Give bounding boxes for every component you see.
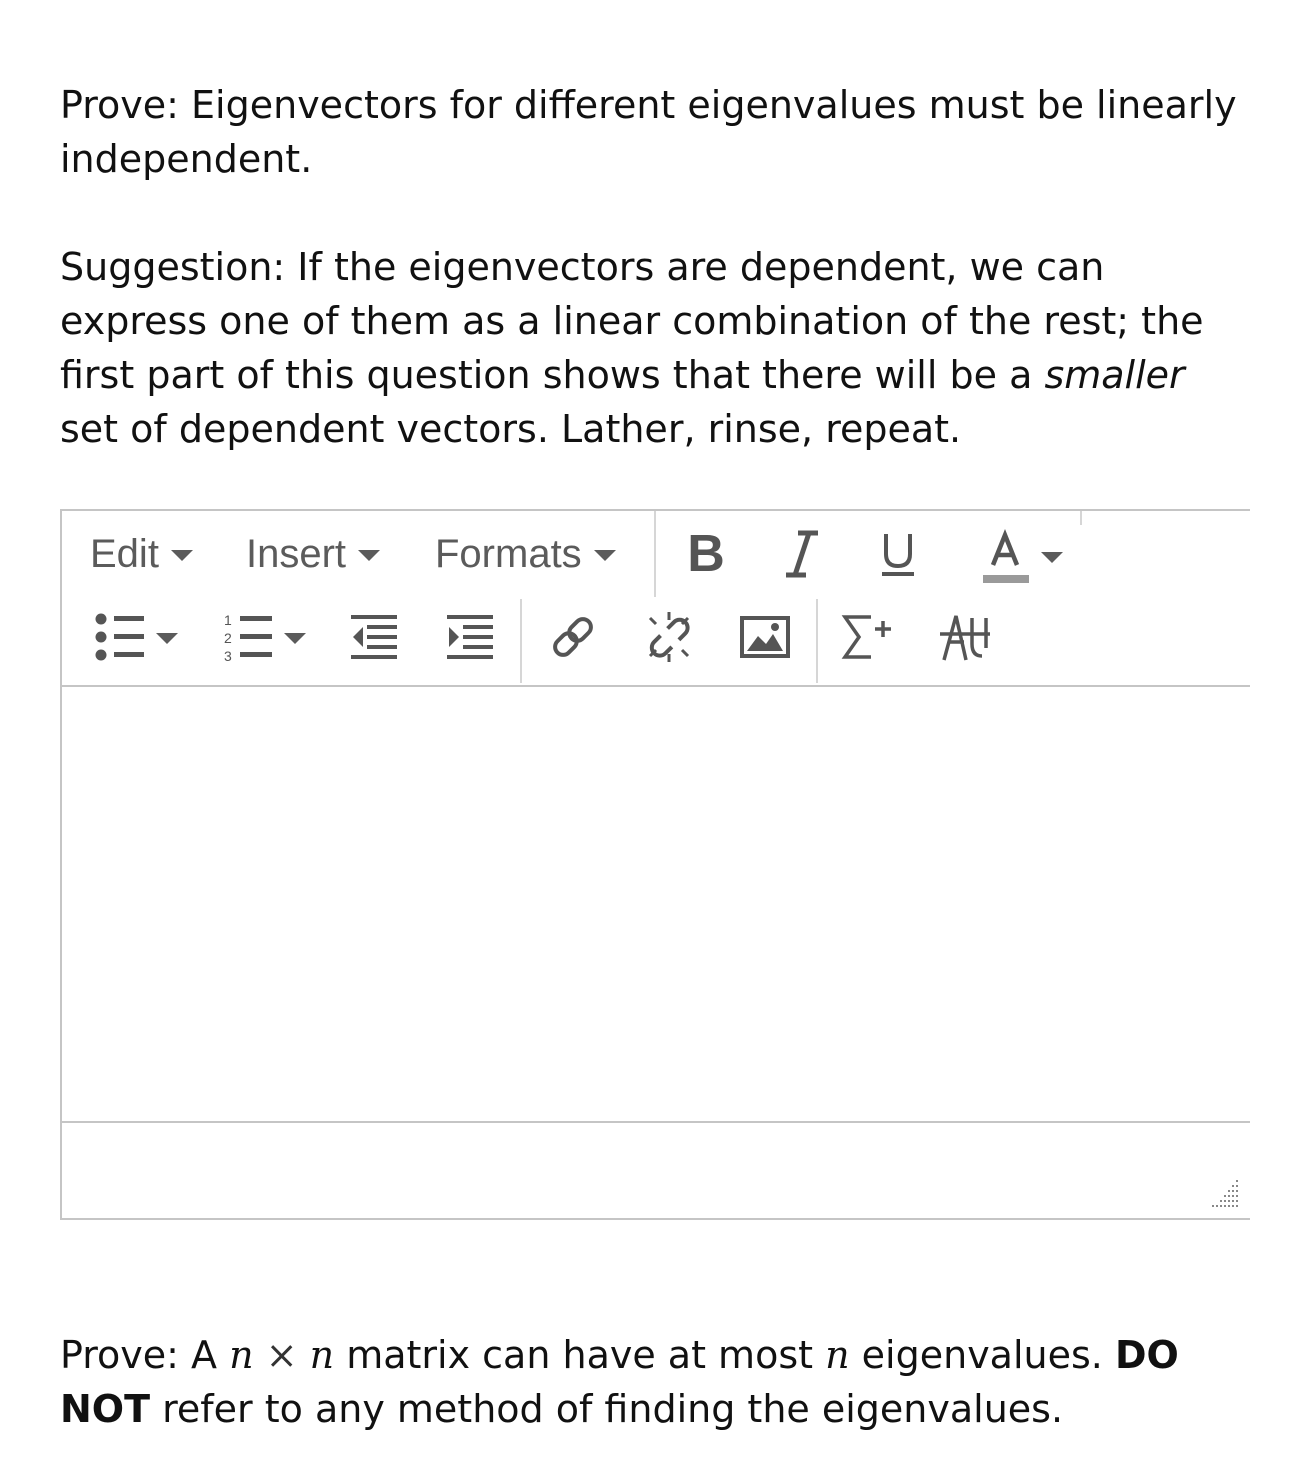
insert-equation-button[interactable] <box>838 607 900 667</box>
resize-handle-icon[interactable] <box>1212 1180 1240 1208</box>
unlink-icon <box>642 610 696 664</box>
edit-menu-label: Edit <box>90 531 159 576</box>
chevron-down-icon <box>284 633 306 644</box>
question-1-prefix: Prove: <box>60 83 192 127</box>
editor-toolbar <box>62 511 1250 687</box>
chevron-down-icon <box>156 633 178 644</box>
underline-button[interactable] <box>870 523 926 585</box>
math-n: n <box>229 1333 254 1377</box>
indent-icon <box>445 613 495 661</box>
strikethrough-button[interactable] <box>934 607 996 667</box>
editor-statusbar <box>62 1123 1250 1218</box>
outdent-icon <box>349 613 399 661</box>
edit-menu-button[interactable] <box>90 529 193 579</box>
question-3-prefix: Prove: A <box>60 1333 230 1377</box>
math-n: n <box>825 1333 850 1377</box>
italic-icon <box>782 529 822 579</box>
insert-link-button[interactable] <box>542 607 604 667</box>
italic-button[interactable] <box>774 523 830 585</box>
strikethrough-icon <box>938 610 992 664</box>
emphasis-not: NOT <box>60 1387 151 1431</box>
outdent-button[interactable] <box>346 607 402 667</box>
svg-text:2: 2 <box>224 630 232 646</box>
link-icon <box>547 611 599 663</box>
suggestion-part1: Suggestion: If the eigenvectors are dependent, we can express one of them as a linear combination of the rest; the first part of this question shows that there will be a <box>60 245 1204 397</box>
question-3-text <box>60 1328 1240 1436</box>
remove-link-button[interactable] <box>638 607 700 667</box>
formats-menu-button[interactable] <box>435 529 616 579</box>
question-1-body: Eigenvectors for different eigenvalues must be linearly independent. <box>60 83 1237 181</box>
chevron-down-icon <box>358 550 380 561</box>
indent-button[interactable] <box>442 607 498 667</box>
editor-content-area[interactable] <box>62 685 1250 1123</box>
underline-icon <box>878 528 918 580</box>
numbered-list-button[interactable] <box>214 607 314 667</box>
numbered-list-icon <box>222 611 276 663</box>
equation-icon <box>841 611 897 663</box>
toolbar-divider <box>654 511 656 597</box>
image-icon <box>740 616 790 658</box>
insert-image-button[interactable] <box>734 607 796 667</box>
text-color-button[interactable] <box>966 523 1074 589</box>
svg-text:3: 3 <box>224 648 232 663</box>
bold-icon: B <box>687 525 725 583</box>
editor-menubar <box>62 511 656 597</box>
emphasis-do: DO <box>1114 1333 1179 1377</box>
suggestion-text <box>60 240 1240 456</box>
insert-menu-button[interactable] <box>246 529 380 579</box>
suggestion-part2: set of dependent vectors. Lather, rinse, repeat. <box>60 407 962 451</box>
insert-menu-label: Insert <box>246 531 347 576</box>
math-times: × <box>265 1333 298 1377</box>
bullet-list-button[interactable] <box>86 607 186 667</box>
math-n: n <box>309 1333 335 1377</box>
toolbar-divider <box>816 599 818 683</box>
formats-menu-label: Formats <box>435 531 582 576</box>
question-1-text <box>60 78 1240 186</box>
bullet-list-icon <box>94 611 148 663</box>
toolbar-divider <box>1080 511 1082 525</box>
question-3-tail: refer to any method of finding the eigenvalues. <box>150 1387 1064 1431</box>
question-3-mid: matrix can have at most <box>334 1333 826 1377</box>
chevron-down-icon <box>594 550 616 561</box>
text-color-icon <box>977 527 1037 585</box>
question-3-suffix: eigenvalues. <box>849 1333 1115 1377</box>
toolbar-divider <box>520 599 522 683</box>
chevron-down-icon <box>1041 552 1063 563</box>
chevron-down-icon <box>171 550 193 561</box>
svg-text:1: 1 <box>224 612 232 628</box>
rich-text-editor[interactable] <box>60 509 1250 1220</box>
suggestion-emphasis: smaller <box>1044 353 1185 397</box>
bold-button[interactable] <box>678 523 734 585</box>
